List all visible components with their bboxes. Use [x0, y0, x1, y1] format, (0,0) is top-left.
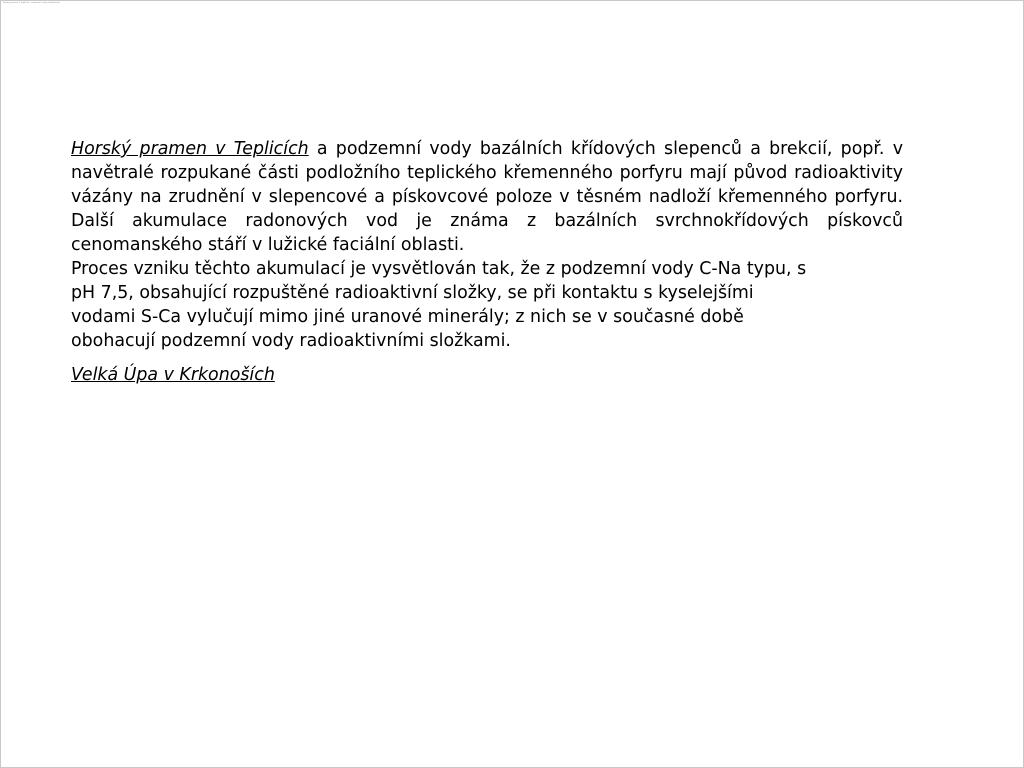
process-line: pH 7,5, obsahující rozpuštěné radioaktivní složky, se při kontaktu s kyselejšími	[71, 283, 754, 303]
process-line: obohacují podzemní vody radioaktivními složkami.	[71, 331, 511, 351]
paragraph-teplice	[71, 137, 903, 257]
paragraph-teplice-text: a podzemní vody bazálních křídových slepenců a brekcií, popř. v navětralé rozpukané části podložního teplického křemenného porfyru mají původ radioaktivity vázány na zrudnění v slepencové a pískovcové poloze v těsném nadloží křemenného porfyru. Další akumulace radonových vod je známa z bazálních svrchnokřídových pískovců cenomanského stáří v lužické faciální oblasti.	[71, 139, 903, 255]
link-horsky-pramen[interactable]: Horský pramen v Teplicích	[71, 139, 309, 159]
slide-caption: Horský pramen v Teplicích – podzemní vody radioaktivity	[3, 2, 60, 4]
process-line: Proces vzniku těchto akumulací je vysvětlován tak, že z podzemní vody C-Na typu, s	[71, 259, 807, 279]
process-line: vodami S-Ca vylučují mimo jiné uranové minerály; z nich se v současné době	[71, 307, 744, 327]
paragraph-process	[71, 257, 903, 353]
slide-content	[71, 137, 903, 387]
link-velka-upa[interactable]: Velká Úpa v Krkonoších	[71, 365, 275, 385]
paragraph-velka-upa	[71, 363, 903, 387]
